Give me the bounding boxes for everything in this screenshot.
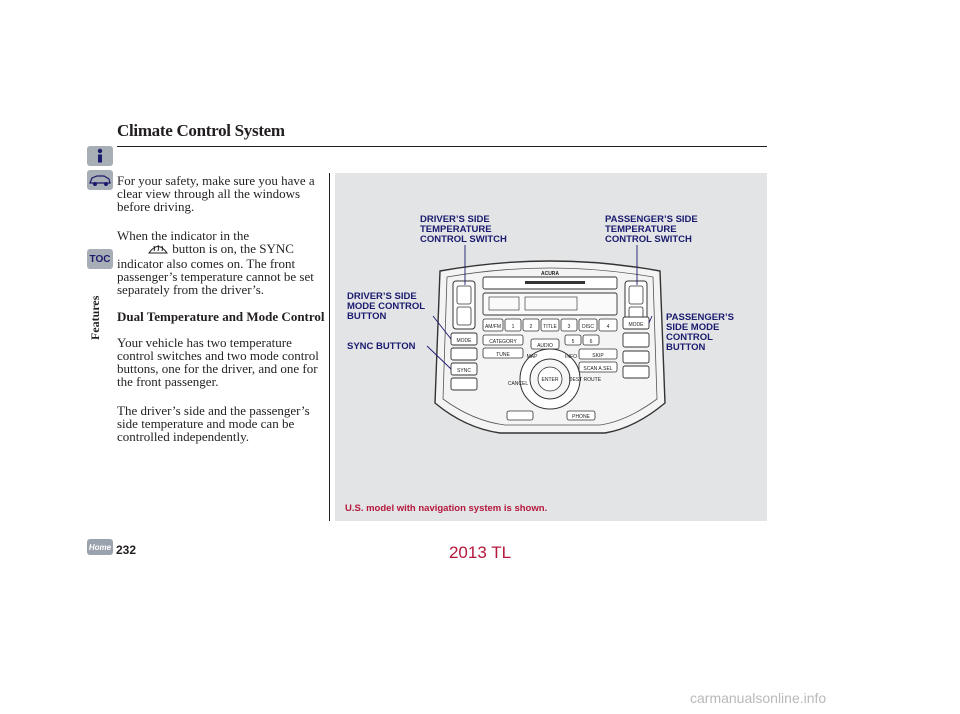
preset-5: 5 [571,339,575,345]
figure-caption: U.S. model with navigation system is shown. [345,503,548,514]
info-text: INFO [565,354,577,360]
paragraph-safety: For your safety, make sure you have a clear view through all the windows before driving. [117,173,315,214]
label-sync-button: SYNC BUTTON [347,341,416,352]
section-tab [86,270,102,340]
cancel-text: CANCEL [507,381,529,387]
home-label: Home [88,542,112,552]
title-rule [117,146,767,147]
am-fm-text: AM/FM [484,324,502,330]
info-icon[interactable] [87,146,113,166]
preset-1: 1 [511,324,515,330]
mode-text-right: MODE [628,322,644,328]
car-icon[interactable] [87,170,113,190]
title-text: TITLE [543,324,557,330]
enter-text: ENTER [541,377,559,383]
skip-text: SKIP [592,353,604,359]
audio-text: AUDIO [537,343,553,349]
scan-text: SCAN A.SEL [583,366,613,372]
p2-rest: button is on, the SYNC indicator also comes on. The front passenger’s temperature cannot be set separately from the driver’s. [117,241,314,297]
label-passenger-temp: PASSENGER’S SIDE TEMPERATURE CONTROL SWITCH [605,214,698,245]
watermark: carmanualsonline.info [690,690,827,706]
brand-text: ACURA [540,271,560,277]
paragraph-dual-control: Your vehicle has two temperature control switches and two mode control buttons, one for the driver, and one for the front passenger. [117,335,319,389]
model-year: 2013 TL [448,543,512,562]
preset-2: 2 [529,324,533,330]
disc-text: DISC [582,324,594,330]
label-driver-temp: DRIVER’S SIDE TEMPERATURE CONTROL SWITCH [420,214,507,245]
home-icon[interactable] [87,539,113,555]
climate-panel-figure [335,173,767,521]
preset-3: 3 [567,324,571,330]
section-heading: Dual Temperature and Mode Control [117,309,325,324]
paragraph-sync-indicator [117,229,327,296]
tune-text: TUNE [496,352,510,358]
sync-text: SYNC [457,368,471,374]
map-text: MAP [526,354,538,360]
preset-4: 4 [606,324,610,330]
p2-lead: When the indicator in the [117,228,250,243]
phone-text: PHONE [572,414,590,420]
mode-text-left: MODE [456,338,472,344]
toc-label: TOC [89,253,111,265]
preset-buttons [483,319,617,331]
paragraph-independent: The driver’s side and the passenger’s side temperature and mode can be controlled independently. [117,403,310,444]
page-number: 232 [116,543,137,557]
category-text: CATEGORY [489,339,517,345]
label-driver-mode: DRIVER’S SIDE MODE CONTROL BUTTON [347,291,426,322]
defrost-icon [147,242,169,257]
column-divider [329,173,330,521]
toc-icon[interactable] [87,249,113,269]
label-passenger-mode: PASSENGER’S SIDE MODE CONTROL BUTTON [666,312,734,353]
page-title: Climate Control System [117,121,285,140]
dest-text: DEST ROUTE [568,377,602,383]
preset-6: 6 [589,339,593,345]
section-tab-label: Features [88,295,102,340]
